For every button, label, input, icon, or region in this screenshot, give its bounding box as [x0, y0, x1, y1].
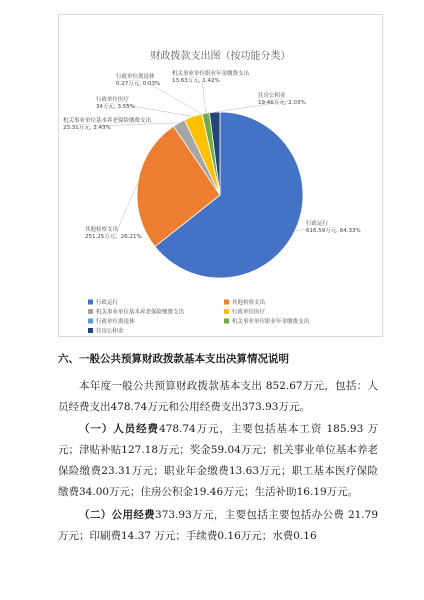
slice-label-value: 13.63万元, 1.42% [172, 78, 220, 84]
legend-swatch [88, 328, 93, 333]
slice-label-value: 19.46万元, 2.03% [258, 100, 306, 106]
legend-swatch [88, 300, 93, 305]
legend-swatch [88, 319, 93, 324]
personnel-body: 478.74万元，主要包括基本工资 185.93 万元；津贴补贴127.18万元；奖金59.04万元；机关事业单位基本养老保险缴费23.31万元；职业年金缴费13.63万元；职工基本医疗保险缴费34.00万元；住房公积金19.46万元；生活补助16.19万元。 [58, 423, 379, 498]
slice-label-name: 机关事业单位基本养老保险缴费支出 [63, 118, 152, 124]
pie-chart [58, 14, 383, 337]
personnel-label: （一）人员经费 [79, 423, 159, 435]
slice-label-name: 住房公积金 [258, 93, 286, 99]
slice-label-name: 行政运行 [306, 221, 329, 227]
leader-line [126, 105, 193, 116]
legend-swatch [224, 319, 229, 324]
legend-swatch [224, 300, 229, 305]
legend-label: 行政运行 [96, 300, 119, 306]
legend-label: 行政单位离退休 [96, 319, 135, 325]
slice-label-name: 行政单位医疗 [96, 97, 130, 103]
public-body: 373.93万元，主要包括主要包括办公费 21.79 万元；印刷费14.37 万元；手续费0.16万元；水费0.16 [58, 509, 378, 542]
legend-swatch [224, 309, 229, 314]
legend-label: 行政单位医疗 [232, 309, 266, 316]
legend-label: 机关事业单位职业年金缴费支出 [232, 319, 310, 325]
slice-label-value: 0.27万元, 0.03% [116, 81, 161, 87]
paragraph-personnel [58, 419, 378, 503]
slice-label-name: 行政单位离退休 [116, 74, 155, 80]
leader-line [115, 182, 138, 235]
slice-label-value: 34万元, 3.55% [96, 104, 135, 110]
legend-label: 机关事业单位基本养老保险缴费支出 [96, 309, 185, 316]
section-heading: 六、一般公共预算财政拨款基本支出决算情况说明 [58, 353, 289, 365]
legend-label: 其他检察支出 [232, 300, 266, 306]
legend-label: 住房公积金 [96, 328, 124, 335]
slice-label-value: 616.59万元, 64.33% [306, 228, 361, 234]
slice-label-name: 其他检察支出 [85, 227, 119, 233]
slice-label-name: 机关事业单位职业年金缴费支出 [172, 71, 250, 77]
paragraph-public [58, 505, 378, 547]
chart-title: 财政拨款支出图（按功能分类） [150, 51, 291, 62]
public-label: （二）公用经费 [79, 509, 156, 521]
leader-line [202, 79, 206, 113]
slice-label-value: 251.25万元，26.21% [85, 234, 142, 240]
legend-swatch [88, 309, 93, 314]
paragraph-summary: 本年度一般公共预算财政拨款基本支出 852.67万元，包括：人员经费支出478.74万元和公用经费支出373.93万元。 [58, 380, 378, 413]
leader-line [295, 229, 306, 231]
slice-label-value: 23.31万元, 2.43% [63, 125, 111, 131]
